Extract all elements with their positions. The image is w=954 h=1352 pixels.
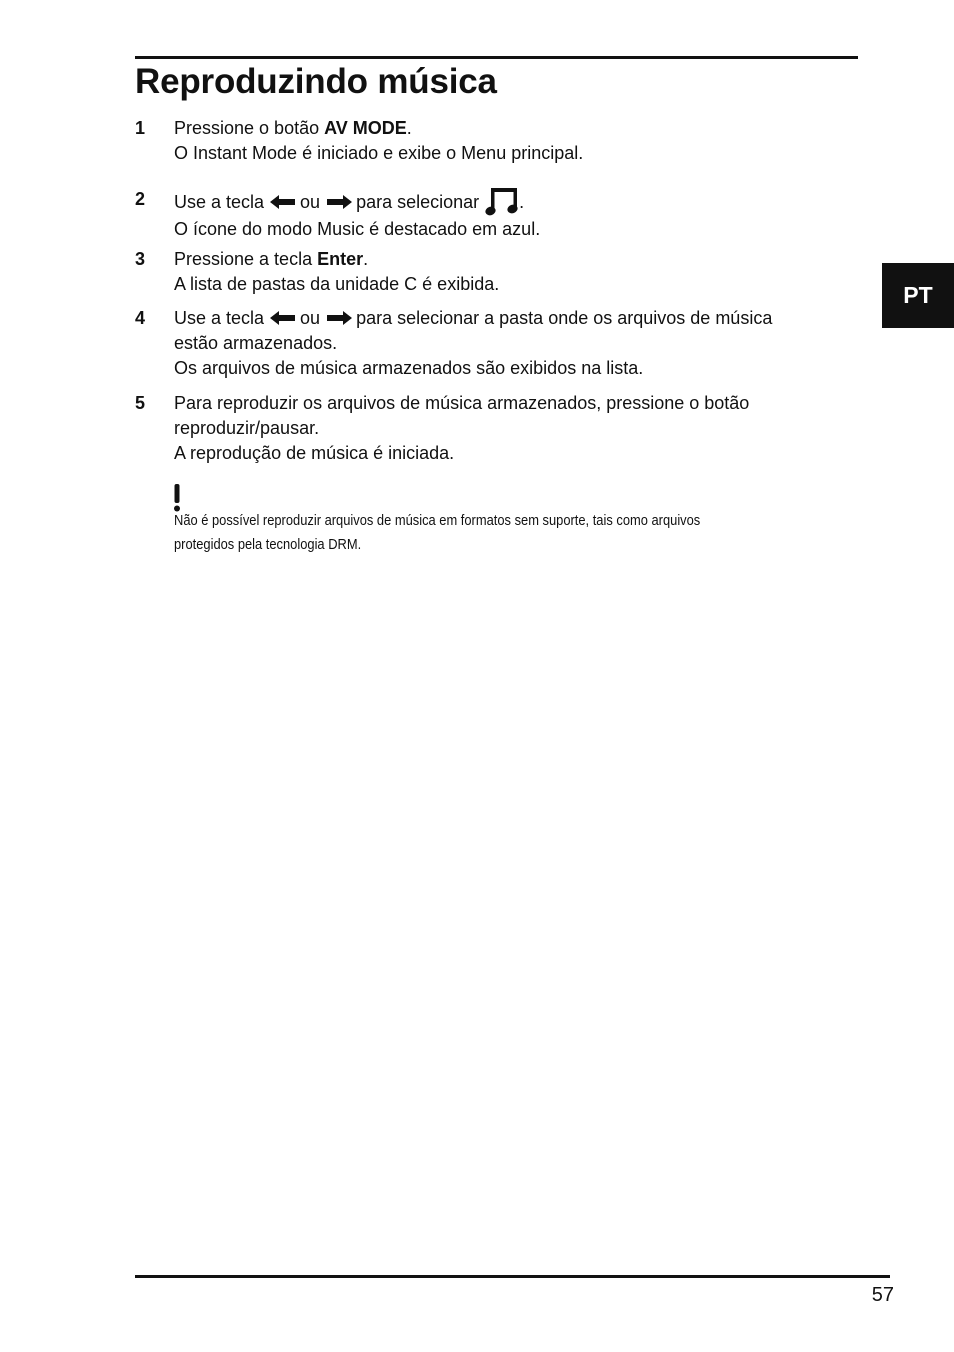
step-line (174, 306, 864, 331)
step-text: para selecionar a pasta onde os arquivos de música (356, 308, 773, 328)
note-line: Não é possível reproduzir arquivos de música em formatos sem suporte, tais como arquivos (174, 512, 701, 529)
step-line: estão armazenados. (174, 333, 338, 353)
left-arrow-key-icon (270, 195, 296, 209)
step-text: Use a tecla (174, 308, 265, 328)
step-text: para selecionar (356, 192, 480, 212)
step-body (174, 391, 864, 466)
step-bold-text: AV MODE (324, 118, 407, 138)
language-tab-label: PT (903, 282, 933, 308)
step-line: A lista de pastas da unidade C é exibida. (174, 274, 500, 294)
step-text: . (363, 249, 369, 269)
step-number: 3 (135, 249, 146, 269)
step-bold-text: Enter (317, 249, 364, 269)
step-text: . (406, 118, 412, 138)
step-number: 2 (135, 189, 146, 209)
step-number: 1 (135, 118, 146, 138)
page-title: Reproduzindo música (135, 62, 497, 101)
step-text: . (519, 192, 525, 212)
step-line (174, 116, 864, 141)
step-line: Para reproduzir os arquivos de música armazenados, pressione o botão (174, 393, 750, 413)
step-line: O Instant Mode é iniciado e exibe o Menu principal. (174, 143, 584, 163)
step-line: A reprodução de música é iniciada. (174, 443, 455, 463)
right-arrow-key-icon (326, 195, 352, 209)
step-line: Os arquivos de música armazenados são exibidos na lista. (174, 358, 644, 378)
step-text: Pressione a tecla (174, 249, 318, 269)
note-line: protegidos pela tecnologia DRM. (174, 536, 362, 553)
step-line (174, 187, 864, 217)
exclamation-icon (173, 484, 181, 512)
step-number: 4 (135, 308, 146, 328)
step-text: ou (300, 308, 321, 328)
bottom-rule (135, 1275, 890, 1278)
top-rule (135, 56, 858, 59)
step-text: Pressione o botão (174, 118, 325, 138)
step-body (174, 187, 864, 242)
note-text (174, 509, 759, 557)
step-number: 5 (135, 393, 146, 413)
step-text: Use a tecla (174, 192, 265, 212)
step-body (174, 306, 864, 381)
language-tab (882, 263, 954, 328)
page-number: 57 (871, 1284, 894, 1306)
music-note-icon (485, 187, 519, 217)
step-line: reproduzir/pausar. (174, 418, 320, 438)
step-body (174, 116, 864, 166)
step-line: O ícone do modo Music é destacado em azul. (174, 219, 541, 239)
right-arrow-key-icon (326, 311, 352, 325)
step-line (174, 247, 864, 272)
step-body (174, 247, 864, 297)
left-arrow-key-icon (270, 311, 296, 325)
step-text: ou (300, 192, 321, 212)
